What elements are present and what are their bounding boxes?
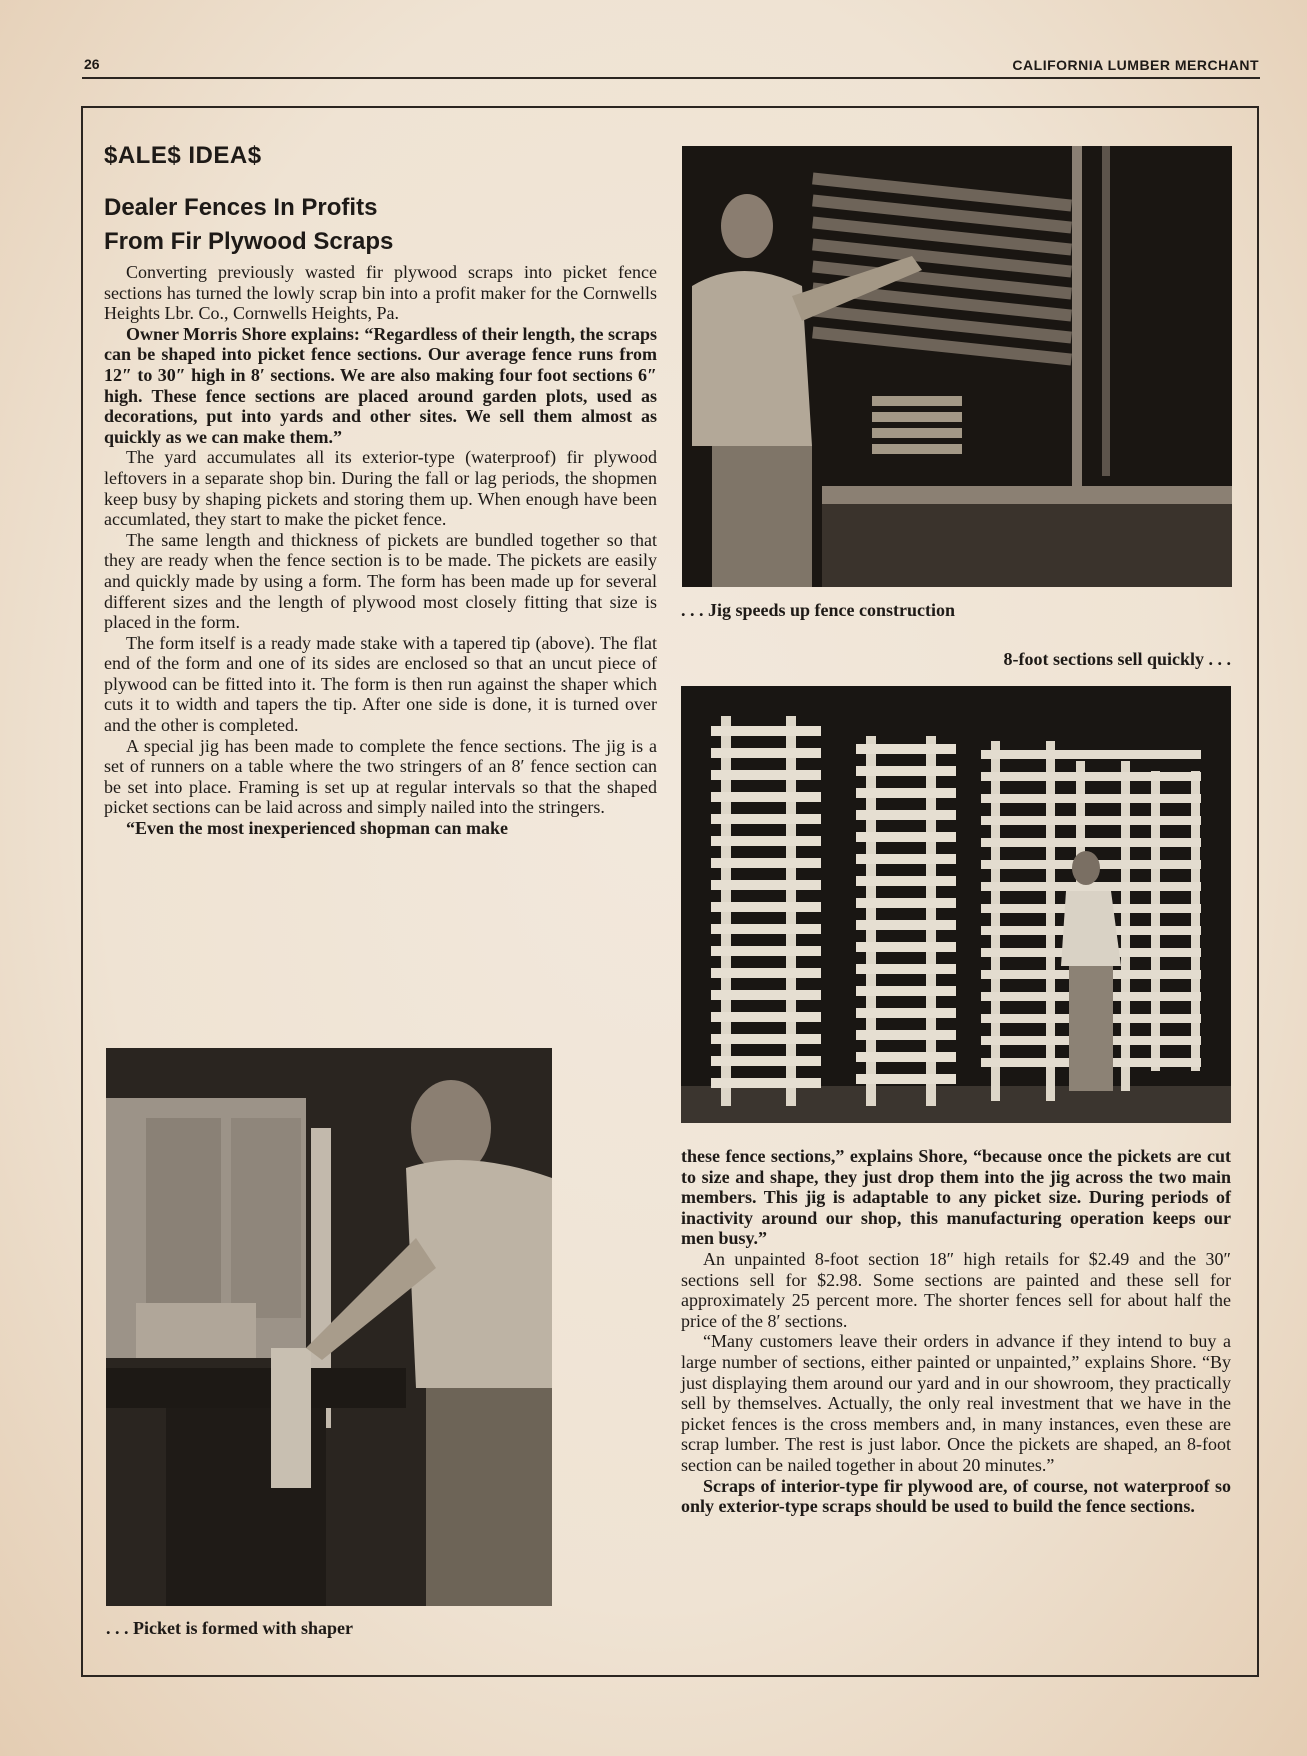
caption-jig: . . . Jig speeds up fence construction [681,600,955,620]
photo-jig [682,146,1232,587]
paragraph: The same length and thickness of pickets are bundled together so that they are ready when the fence section is to be made. The pickets are easily and quickly made by using a form. The form has been made up for several different sizes and the length of plywood most closely fitting that size is placed in the form. [104,529,657,633]
paragraph: Converting previously wasted fir plywood scraps into picket fence sections has turned the lowly scrap bin into a profit maker for the Cornwells Heights Lbr. Co., Cornwells Heights, Pa. [104,262,657,324]
caption-shaper: . . . Picket is formed with shaper [106,1618,353,1638]
paragraph: The form itself is a ready made stake with a tapered tip (above). The flat end of the form and one of its sides are enclosed so that an uncut piece of plywood can be fitted into it. The form is then run against the shaper which cuts it to width and tapers the tip. After one side is done, it is turned over and the other is completed. [104,632,657,736]
paragraph: Scraps of interior-type fir plywood are, of course, not waterproof so only exterior-type scraps should be used to build the fence sections. [681,1475,1231,1517]
paragraph: An unpainted 8-foot section 18″ high retails for $2.49 and the 30″ sections sell for $2.98. Some sections are painted and these sell for approximately 25 percent more. The shorter fences sell for about half the price of the 8′ sections. [681,1248,1231,1331]
paragraph: these fence sections,” explains Shore, “because once the pickets are cut to size and shape, they just drop them into the jig across the two main members. This jig is adaptable to any picket size. During periods of inactivity around our shop, this manufacturing operation keeps our men busy.” [681,1146,1231,1249]
paragraph: The yard accumulates all its exterior-type (waterproof) fir plywood leftovers in a separate shop bin. During the fall or lag periods, the shopmen keep busy by shaping pickets and storing them up. When enough have been accumlated, they start to make the picket fence. [104,447,657,530]
paragraph: Owner Morris Shore explains: “Regardless of their length, the scraps can be shaped into picket fence sections. Our average fence runs from 12″ to 30″ high in 8′ sections. We are also making four foot sections 6″ high. These fence sections are placed around garden plots, used as decorations, put into yards and other sites. We sell them almost as quickly as we can make them.” [104,323,657,447]
paragraph: “Even the most inexperienced shopman can make [126,818,508,839]
paragraph: A special jig has been made to complete the fence sections. The jig is a set of runners on a table where the two stringers of an 8′ fence section can be set into place. Framing is set up at regular intervals so that the shaped picket sections can be laid across and simply nailed into the stringers. [104,735,657,818]
headline-line-1: Dealer Fences In Profits [104,194,378,221]
page-number: 26 [84,56,100,72]
photo-shaper [106,1048,552,1606]
article-body-right [681,1146,1231,1517]
section-kicker: $ALE$ IDEA$ [104,142,262,169]
photo-fence-sections [681,686,1231,1123]
article-headline [104,191,664,259]
publication-title: CALIFORNIA LUMBER MERCHANT [1012,57,1259,73]
article-body-left [104,262,657,839]
paragraph: “Many customers leave their orders in advance if they intend to buy a large number of sections, either painted or unpainted,” explains Shore. “By just displaying them around our yard and in our showroom, they practically sell by themselves. Actually, the only real investment that we have in the picket fences is the cross members and, in many instances, even these are scrap lumber. The rest is just labor. Once the pickets are shaped, an 8-foot section can be nailed together in about 20 minutes.” [681,1331,1231,1475]
headline-line-2: From Fir Plywood Scraps [104,228,394,255]
caption-sections: 8-foot sections sell quickly . . . [1003,649,1231,669]
header-rule [82,77,1260,79]
